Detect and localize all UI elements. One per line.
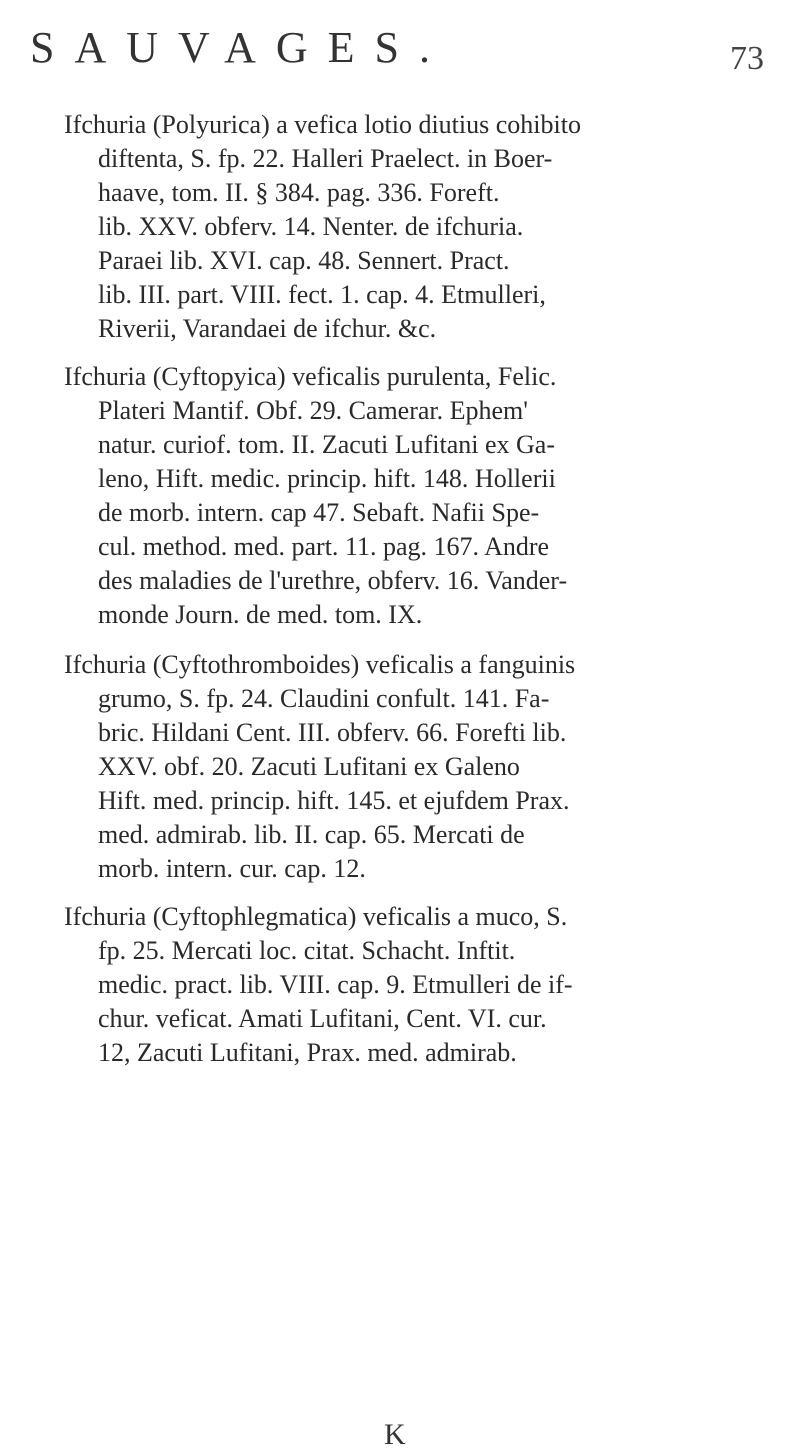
text-line: Plateri Mantif. Obf. 29. Camerar. Ephem' xyxy=(98,396,528,425)
text-line: natur. curiof. tom. II. Zacuti Lufitani ex Ga- xyxy=(98,430,556,459)
text-line: Ifchuria (Cyftopyica) veficalis purulenta, Felic. xyxy=(64,362,557,391)
text-line: chur. veficat. Amati Lufitani, Cent. VI. cur. xyxy=(98,1004,547,1033)
text-line: XXV. obf. 20. Zacuti Lufitani ex Galeno xyxy=(98,752,520,781)
running-title: SAUVAGES. xyxy=(30,23,451,72)
text-line: morb. intern. cur. cap. 12. xyxy=(98,854,366,883)
page-number: 73 xyxy=(730,40,764,77)
text-line: med. admirab. lib. II. cap. 65. Mercati de xyxy=(98,820,525,849)
text-line: leno, Hift. medic. princip. hift. 148. Hollerii xyxy=(98,464,556,493)
text-line: diftenta, S. fp. 22. Halleri Praelect. in Boer- xyxy=(98,144,553,173)
text-line: Ifchuria (Cyftothromboides) veficalis a fanguinis xyxy=(64,650,576,679)
text-line: Riverii, Varandaei de ifchur. &c. xyxy=(98,314,437,343)
signature-mark: K xyxy=(384,1418,406,1451)
text-line: Ifchuria (Polyurica) a vefica lotio diutius cohibito xyxy=(64,110,581,139)
text-line: cul. method. med. part. 11. pag. 167. Andre xyxy=(98,532,550,561)
text-line: de morb. intern. cap 47. Sebaft. Nafii Spe- xyxy=(98,498,540,527)
text-line: lib. III. part. VIII. fect. 1. cap. 4. Etmulleri, xyxy=(98,280,546,309)
text-line: des maladies de l'urethre, obferv. 16. Vander- xyxy=(98,566,568,595)
text-line: haave, tom. II. § 384. pag. 336. Foreft. xyxy=(98,178,500,207)
text-line: monde Journ. de med. tom. IX. xyxy=(98,600,423,629)
running-head xyxy=(30,22,770,82)
text-line: Hift. med. princip. hift. 145. et ejufdem Prax. xyxy=(98,786,570,815)
text-line: Paraei lib. XVI. cap. 48. Sennert. Pract. xyxy=(98,246,510,275)
text-line: medic. pract. lib. VIII. cap. 9. Etmulleri de if- xyxy=(98,970,573,999)
text-line: fp. 25. Mercati loc. citat. Schacht. Inftit. xyxy=(98,936,516,965)
text-line: lib. XXV. obferv. 14. Nenter. de ifchuria. xyxy=(98,212,524,241)
text-line: grumo, S. fp. 24. Claudini confult. 141. Fa- xyxy=(98,684,550,713)
text-line: Ifchuria (Cyftophlegmatica) veficalis a muco, S. xyxy=(64,902,568,931)
text-line: bric. Hildani Cent. III. obferv. 66. Forefti lib. xyxy=(98,718,567,747)
text-line: 12, Zacuti Lufitani, Prax. med. admirab. xyxy=(98,1038,517,1067)
